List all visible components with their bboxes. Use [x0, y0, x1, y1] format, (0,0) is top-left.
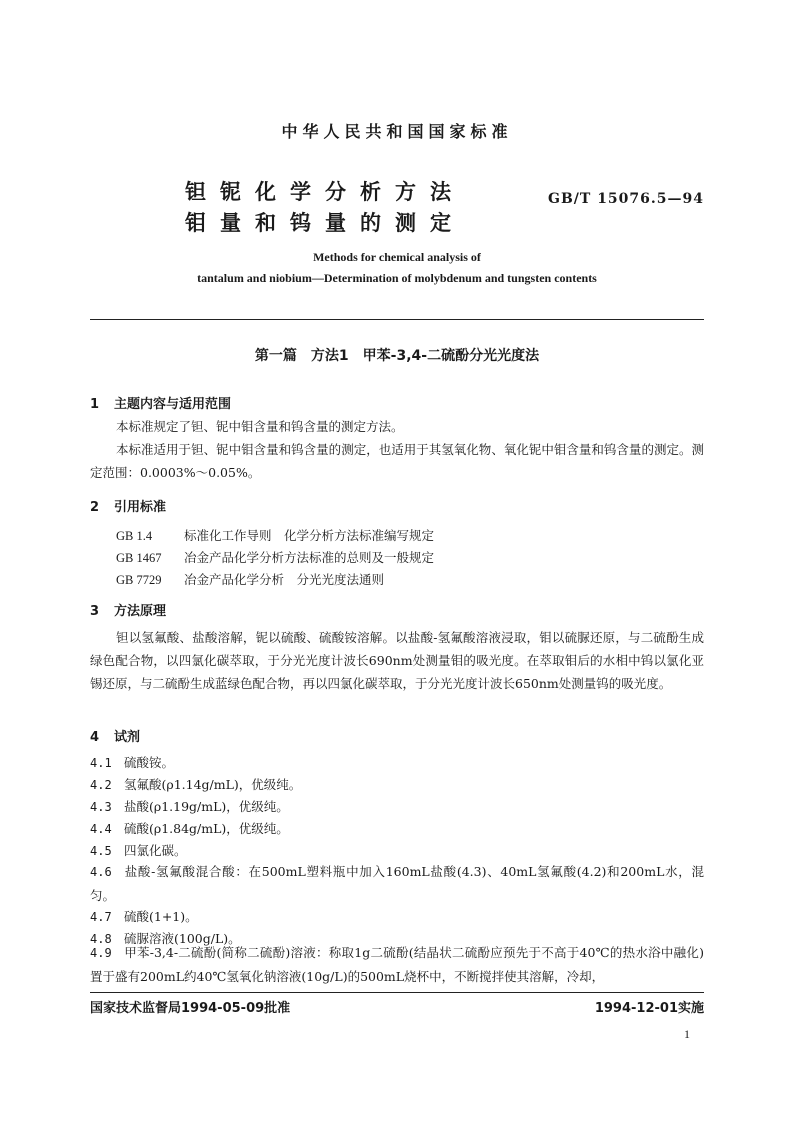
implementation-date: 1994-12-01实施	[594, 1001, 704, 1016]
english-title-line-2: tantalum and niobium—Determination of molybdenum and tungsten contents	[197, 271, 597, 285]
section-2-heading	[90, 496, 166, 515]
reference-code: GB 1467	[116, 551, 162, 565]
section-4-heading	[90, 726, 140, 745]
item-number: 4.1	[90, 756, 112, 770]
section-title: 试剂	[114, 730, 141, 745]
reference-item	[116, 548, 434, 566]
standard-number: GB/T 15076.5—94	[548, 191, 704, 207]
item-text: 硫脲溶液(100g/L)。	[124, 931, 241, 946]
item-number: 4.4	[90, 822, 112, 836]
section-title: 主题内容与适用范围	[114, 397, 232, 412]
section-1-heading	[90, 393, 231, 412]
reference-title: 标准化工作导则 化学分析方法标准编写规定	[184, 528, 435, 543]
document-title-line-2: 钼量和钨量的测定	[185, 211, 465, 235]
item-text: 硫酸(ρ1.84g/mL)，优级纯。	[124, 821, 289, 836]
english-title-line-1: Methods for chemical analysis of	[313, 250, 481, 264]
section-1-paragraph-2: 本标准适用于钽、铌中钼含量和钨含量的测定，也适用于其氢氧化物、氧化铌中钼含量和钨含量的测定。测定范围：0.0003%～0.05%。	[90, 442, 704, 480]
item-number: 4.7	[90, 910, 112, 924]
reagent-item	[90, 860, 704, 907]
reference-item	[116, 526, 434, 544]
reagent-item	[90, 907, 198, 925]
header-divider	[90, 319, 704, 320]
item-number: 4.2	[90, 778, 112, 792]
item-text: 氢氟酸(ρ1.14g/mL)，优级纯。	[124, 777, 302, 792]
section-number: 3	[90, 604, 100, 619]
section-number: 4	[90, 730, 100, 745]
approval-date: 国家技术监督局1994-05-09批准	[90, 1001, 291, 1016]
reagent-item	[90, 775, 301, 793]
section-title: 引用标准	[114, 500, 167, 515]
section-3-heading	[90, 600, 166, 619]
footer-divider	[90, 992, 704, 993]
section-1-paragraph-1: 本标准规定了钽、铌中钼含量和钨含量的测定方法。	[116, 419, 404, 434]
document-title-line-1: 钽铌化学分析方法	[185, 180, 465, 204]
item-text: 盐酸(ρ1.19g/mL)，优级纯。	[124, 799, 289, 814]
national-standard-heading: 中华人民共和国国家标准	[281, 122, 513, 141]
item-text: 硫酸铵。	[124, 755, 175, 770]
reference-title: 冶金产品化学分析 分光光度法通则	[184, 572, 385, 587]
reagent-item	[90, 797, 289, 815]
item-number: 4.5	[90, 844, 112, 858]
item-number: 4.3	[90, 800, 112, 814]
reagent-item	[90, 941, 704, 988]
item-text: 盐酸-氢氟酸混合酸：在500mL塑料瓶中加入160mL盐酸(4.3)、40mL氢氟酸(4.2)和200mL水，混匀。	[90, 864, 704, 903]
item-number: 4.9	[90, 946, 112, 960]
item-text: 甲苯-3,4-二硫酚(简称二硫酚)溶液：称取1g二硫酚(结晶状二硫酚应预先于不高于40℃的热水浴中融化)置于盛有200mL约40℃氢氧化钠溶液(10g/L)的500mL烧杯中，不断搅拌使其溶解，冷却，	[90, 945, 704, 984]
reference-code: GB 7729	[116, 573, 162, 587]
reagent-item	[90, 841, 187, 859]
item-number: 4.6	[90, 865, 112, 879]
item-text: 四氯化碳。	[124, 843, 187, 858]
item-number: 4.8	[90, 932, 112, 946]
section-title: 方法原理	[114, 604, 167, 619]
reagent-item	[90, 819, 289, 837]
section-3-paragraph: 钽以氢氟酸、盐酸溶解，铌以硫酸、硫酸铵溶解。以盐酸-氢氟酸溶液浸取，钼以硫脲还原，与二硫酚生成绿色配合物，以四氯化碳萃取，于分光光度计波长690nm处测量钼的吸光度。在萃取钼后的水相中钨以氯化亚锡还原，与二硫酚生成蓝绿色配合物，再以四氯化碳萃取，于分光光度计波长650nm处测量钨的吸光度。	[90, 630, 704, 691]
section-number: 2	[90, 500, 100, 515]
reagent-item	[90, 753, 174, 771]
reference-code: GB 1.4	[116, 529, 153, 543]
part-title: 第一篇 方法1 甲苯-3,4-二硫酚分光光度法	[254, 348, 540, 364]
reference-item	[116, 570, 384, 588]
section-number: 1	[90, 397, 100, 412]
reference-title: 冶金产品化学分析方法标准的总则及一般规定	[184, 550, 435, 565]
item-text: 硫酸(1+1)。	[124, 909, 198, 924]
page-number: 1	[684, 1027, 690, 1041]
